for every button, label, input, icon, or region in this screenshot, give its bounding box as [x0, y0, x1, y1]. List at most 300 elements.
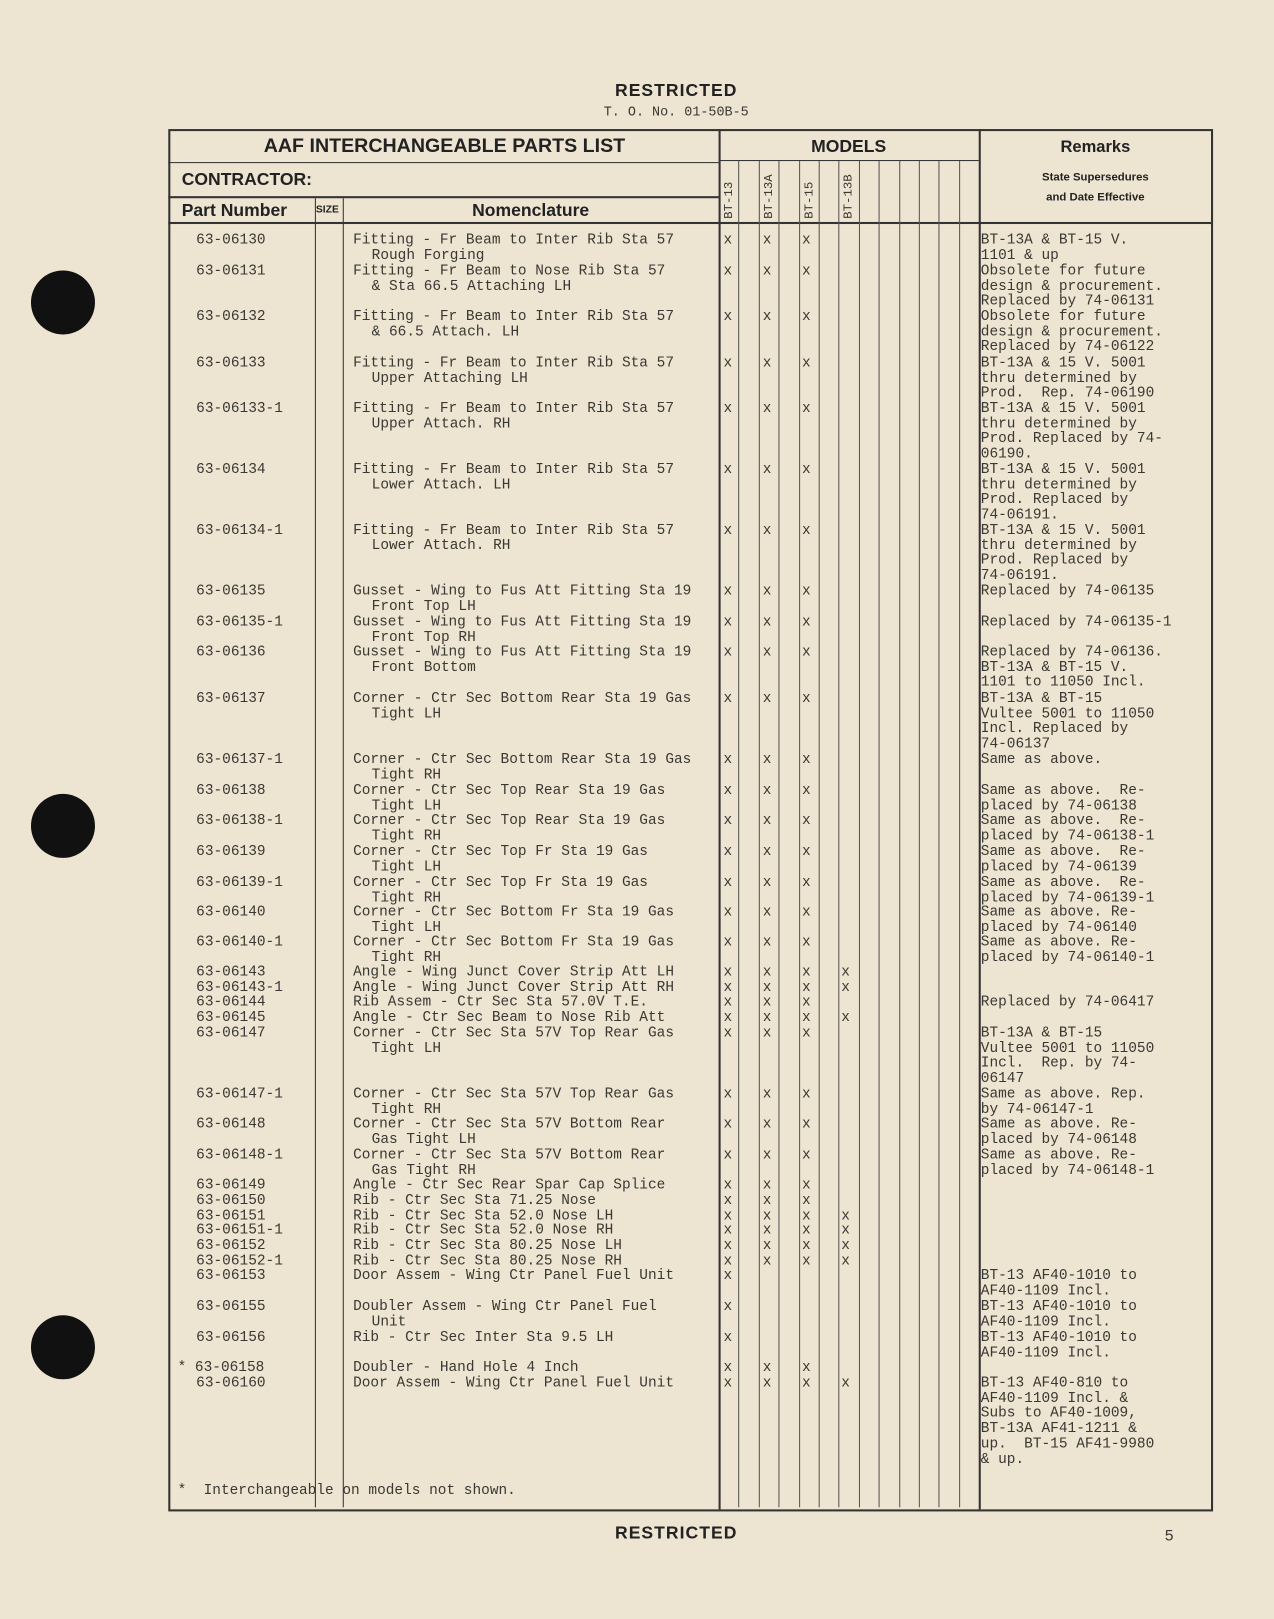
part-number: 63-06139 [196, 843, 266, 860]
model-mark: x [801, 1192, 811, 1209]
model-mark: x [723, 1146, 733, 1164]
model-mark: x [762, 782, 772, 800]
model-mark: x [723, 1237, 733, 1255]
remarks-line: Replaced by 74-06135-1 [980, 614, 1172, 631]
part-number: 63-06134-1 [196, 522, 283, 539]
nomenclature-line: Corner - Ctr Sec Top Fr Sta 19 Gas [353, 843, 648, 860]
nomenclature-line: Fitting - Fr Beam to Inter Rib Sta 57 [353, 355, 675, 372]
nomenclature-line: Fitting - Fr Beam to Inter Rib Sta 57 [353, 522, 675, 539]
model-mark: x [723, 232, 733, 249]
model-mark: x [762, 232, 772, 249]
remarks [981, 1269, 1137, 1299]
contractor-label: CONTRACTOR: [181, 169, 313, 189]
model-mark: x [801, 263, 811, 280]
restricted-header: RESTRICTED [614, 80, 738, 101]
remarks-line: Vultee 5001 to 11050 [980, 1040, 1155, 1057]
remarks-line: thru determined by [980, 537, 1137, 555]
nomenclature [353, 784, 665, 814]
part-number: 63-06156 [196, 1329, 266, 1347]
nomenclature-line: Tight LH [371, 705, 442, 723]
nomenclature [353, 753, 691, 783]
remarks [981, 1300, 1137, 1330]
model-mark: x [841, 1375, 850, 1392]
remarks [981, 905, 1137, 935]
nomenclature-line: Doubler - Hand Hole 4 Inch [353, 1359, 579, 1377]
model-mark: x [762, 1375, 772, 1392]
nomenclature-line: Tight RH [371, 949, 442, 967]
nomenclature-line: Corner - Ctr Sec Sta 57V Bottom Rear [353, 1116, 666, 1133]
model-column-divider [779, 161, 780, 1507]
punch-hole [31, 270, 95, 334]
remarks-line: 06190. [980, 446, 1033, 463]
nomenclature [353, 584, 691, 614]
remarks-line: BT-13 AF40-1010 to [980, 1298, 1137, 1316]
nomenclature [353, 845, 648, 875]
nomenclature-line: Upper Attach. RH [371, 415, 511, 433]
remarks-line: AF40-1109 Incl. [980, 1313, 1111, 1331]
nomenclature [353, 1376, 674, 1391]
part-number: 63-06151 [196, 1207, 266, 1225]
remarks-line: Same as above. Re- [980, 1116, 1137, 1133]
model-mark: x [723, 644, 733, 661]
remarks [981, 814, 1154, 844]
model-mark: x [801, 400, 811, 418]
nomenclature-line: Corner - Ctr Sec Top Fr Sta 19 Gas [353, 874, 648, 891]
remarks-line: BT-13 AF40-1010 to [980, 1329, 1137, 1347]
model-header: BT-13A [761, 174, 777, 219]
model-mark: x [762, 614, 772, 631]
model-mark: x [801, 874, 811, 891]
nomenclature-line: Unit [371, 1313, 407, 1331]
remarks [981, 402, 1163, 463]
remarks [981, 995, 1154, 1010]
model-mark: x [841, 1222, 850, 1239]
part-number: * 63-06158 [177, 1359, 265, 1377]
remarks-line: Incl. Rep. by 74- [980, 1055, 1137, 1073]
model-mark: x [762, 1025, 772, 1042]
model-column-divider [919, 161, 920, 1507]
nomenclature-line: Front Bottom [371, 659, 476, 676]
nomenclature-line: Corner - Ctr Sec Bottom Rear Sta 19 Gas [353, 751, 692, 769]
nomenclature [353, 965, 674, 980]
remarks-line: design & procurement. [980, 278, 1163, 295]
remarks-line: & up. [980, 1451, 1025, 1468]
nomenclature-line: Corner - Ctr Sec Sta 57V Bottom Rear [353, 1146, 666, 1164]
part-number: 63-06140 [196, 904, 266, 921]
nomenclature [353, 875, 648, 905]
to-number: T. O. No. 01-50B-5 [603, 104, 749, 120]
model-mark: x [723, 1329, 733, 1347]
punch-hole [31, 794, 95, 858]
model-mark: x [801, 751, 811, 769]
model-mark: x [801, 994, 811, 1011]
remarks-line: 1101 to 11050 Incl. [980, 674, 1146, 692]
model-mark: x [762, 843, 772, 860]
nomenclature [353, 1087, 674, 1117]
remarks [981, 1117, 1137, 1147]
nomenclature-line: Tight LH [371, 1040, 442, 1057]
part-number: 63-06139-1 [196, 874, 283, 891]
remarks [981, 875, 1154, 905]
model-mark: x [801, 1176, 811, 1194]
model-mark: x [762, 1116, 772, 1133]
model-mark: x [723, 1116, 733, 1133]
remarks-line: Vultee 5001 to 11050 [980, 705, 1155, 723]
remarks-line: Replaced by 74-06136. [980, 644, 1163, 661]
model-mark: x [723, 583, 733, 600]
part-number: 63-06143 [196, 964, 266, 981]
remarks-line: AF40-1109 Incl. & [980, 1390, 1129, 1407]
remarks [981, 264, 1163, 310]
model-mark: x [762, 583, 772, 600]
nomenclature-line: Corner - Ctr Sec Sta 57V Top Rear Gas [353, 1086, 675, 1103]
remarks-line: AF40-1109 Incl. [980, 1282, 1111, 1300]
model-mark: x [723, 1009, 733, 1027]
remarks-line: 1101 & up [980, 247, 1059, 264]
nomenclature-line: Doubler Assem - Wing Ctr Panel Fuel [353, 1298, 657, 1316]
model-header: BT-13 [721, 181, 737, 219]
model-mark: x [723, 1267, 733, 1285]
nomenclature [353, 645, 691, 675]
part-number: 63-06148-1 [196, 1146, 283, 1164]
model-mark: x [762, 904, 772, 921]
remarks-line: Incl. Replaced by [980, 721, 1129, 738]
remarks [981, 1376, 1154, 1467]
model-column-divider [819, 161, 820, 1507]
remarks-line: Same as above. Re- [980, 874, 1146, 891]
nomenclature-line: Corner - Ctr Sec Top Rear Sta 19 Gas [353, 812, 666, 830]
remarks-line: BT-13A & 15 V. 5001 [980, 355, 1146, 372]
model-mark: x [762, 1086, 772, 1103]
part-number: 63-06137-1 [196, 751, 283, 769]
nomenclature [353, 356, 674, 386]
nomenclature [353, 402, 674, 432]
model-mark: x [723, 1025, 733, 1042]
nomenclature [353, 1223, 613, 1238]
nomenclature [353, 310, 674, 340]
col-size: SIZE [315, 204, 339, 216]
nomenclature-line: Tight LH [371, 797, 442, 815]
remarks-line: Same as above. [980, 751, 1103, 769]
remarks-line: placed by 74-06138 [980, 797, 1137, 815]
nomenclature-line: Rib - Ctr Sec Inter Sta 9.5 LH [353, 1329, 614, 1347]
nomenclature [353, 1269, 674, 1284]
model-mark: x [723, 1207, 733, 1225]
remarks-line: placed by 74-06139-1 [980, 889, 1155, 907]
model-mark: x [723, 263, 733, 280]
remarks-line: Replaced by 74-06135 [980, 583, 1155, 600]
remarks-line: Prod. Rep. 74-06190 [980, 385, 1155, 403]
model-mark: x [801, 355, 811, 372]
model-mark: x [723, 1192, 733, 1209]
nomenclature-line: Rib - Ctr Sec Sta 52.0 Nose LH [353, 1207, 614, 1225]
remarks [981, 523, 1146, 584]
remarks-line: BT-13A & BT-15 [980, 690, 1103, 708]
part-number: 63-06138-1 [196, 812, 283, 830]
remarks-line: Replaced by 74-06122 [980, 339, 1155, 356]
model-mark: x [723, 979, 733, 997]
nomenclature [353, 814, 665, 844]
model-column-divider [839, 161, 840, 1507]
remarks [981, 615, 1172, 630]
remarks [981, 935, 1154, 965]
model-mark: x [801, 934, 811, 951]
part-number: 63-06152 [196, 1237, 266, 1255]
model-mark: x [762, 308, 772, 326]
model-mark: x [801, 782, 811, 800]
model-mark: x [801, 843, 811, 860]
model-mark: x [801, 1009, 811, 1027]
nomenclature-line: Fitting - Fr Beam to Inter Rib Sta 57 [353, 400, 675, 418]
remarks-line: BT-13A & BT-15 V. [980, 659, 1129, 676]
nomenclature [353, 1331, 613, 1346]
remarks-line: BT-13 AF40-810 to [980, 1375, 1129, 1392]
nomenclature [353, 463, 674, 493]
nomenclature [353, 692, 691, 722]
nomenclature-line: Corner - Ctr Sec Bottom Rear Sta 19 Gas [353, 690, 692, 708]
remarks-line: thru determined by [980, 415, 1137, 433]
part-number: 63-06137 [196, 690, 266, 708]
remarks-line: placed by 74-06138-1 [980, 827, 1155, 845]
nomenclature-line: Front Top LH [371, 598, 476, 616]
model-mark: x [723, 400, 733, 418]
part-number: 63-06130 [196, 232, 266, 249]
remarks-line: placed by 74-06140-1 [980, 949, 1155, 967]
model-column-divider [879, 161, 880, 1507]
model-mark: x [723, 782, 733, 800]
remarks-line: BT-13A & 15 V. 5001 [980, 400, 1146, 418]
model-mark: x [801, 308, 811, 326]
model-mark: x [801, 232, 811, 249]
col-nomenclature: Nomenclature [472, 200, 590, 220]
nomenclature-line: Front Top RH [371, 629, 476, 646]
nomenclature-line: Rib - Ctr Sec Sta 80.25 Nose RH [353, 1253, 622, 1270]
nomenclature-line: Tight RH [371, 766, 442, 784]
model-column-divider [939, 161, 940, 1507]
model-mark: x [723, 904, 733, 921]
part-number: 63-06144 [196, 994, 266, 1011]
remarks [981, 584, 1154, 599]
model-mark: x [801, 964, 811, 981]
restricted-footer: RESTRICTED [614, 1522, 738, 1543]
model-mark: x [762, 812, 772, 830]
remarks-line: Prod. Replaced by [980, 491, 1129, 509]
model-mark: x [762, 644, 772, 661]
model-mark: x [723, 614, 733, 631]
remarks [981, 356, 1154, 402]
nomenclature [353, 1117, 665, 1147]
remarks-line: 06147 [980, 1070, 1025, 1088]
model-mark: x [762, 1009, 772, 1027]
remarks [981, 1087, 1146, 1117]
model-mark: x [723, 461, 733, 479]
nomenclature-line: Gas Tight RH [371, 1162, 476, 1179]
remarks [981, 692, 1154, 753]
remarks [981, 645, 1163, 691]
nomenclature [353, 1300, 657, 1330]
model-column-divider [899, 161, 900, 1507]
model-header: BT-15 [801, 181, 817, 219]
model-column-divider [759, 161, 760, 1507]
nomenclature-line: & Sta 66.5 Attaching LH [371, 278, 572, 295]
model-column-divider [959, 161, 960, 1507]
remarks-line: BT-13A & BT-15 V. [980, 232, 1129, 249]
model-mark: x [801, 979, 811, 997]
part-number: 63-06150 [196, 1192, 266, 1209]
nomenclature [353, 905, 674, 935]
model-column-divider [859, 161, 860, 1507]
remarks-line: 74-06137 [980, 736, 1051, 753]
part-number: 63-06131 [196, 263, 266, 280]
model-mark: x [801, 1146, 811, 1164]
model-mark: x [801, 461, 811, 479]
remarks-line: Same as above. Re- [980, 904, 1137, 921]
model-mark: x [841, 1253, 850, 1270]
model-mark: x [801, 812, 811, 830]
part-number: 63-06143-1 [196, 979, 283, 997]
model-mark: x [762, 874, 772, 891]
model-mark: x [762, 690, 772, 708]
model-mark: x [762, 751, 772, 769]
model-mark: x [762, 522, 772, 539]
model-mark: x [841, 1207, 850, 1225]
remarks-line: BT-13A & 15 V. 5001 [980, 461, 1146, 479]
model-mark: x [723, 1086, 733, 1103]
page-number: 5 [1164, 1527, 1174, 1546]
nomenclature-line: Corner - Ctr Sec Bottom Fr Sta 19 Gas [353, 934, 675, 951]
part-number: 63-06151-1 [196, 1222, 283, 1239]
nomenclature [353, 1193, 596, 1208]
model-mark: x [801, 1222, 811, 1239]
remarks-line: Same as above. Rep. [980, 1086, 1146, 1103]
models-label: MODELS [811, 136, 887, 156]
model-mark: x [801, 1237, 811, 1255]
nomenclature-line: Rib - Ctr Sec Sta 71.25 Nose [353, 1192, 596, 1209]
nomenclature-line: Angle - Wing Junct Cover Strip Att RH [353, 979, 675, 997]
model-mark: x [762, 400, 772, 418]
remarks-line: Obsolete for future [980, 263, 1146, 280]
remarks-line: BT-13 AF40-1010 to [980, 1267, 1137, 1285]
remarks-line: by 74-06147-1 [980, 1101, 1094, 1118]
model-mark: x [762, 1146, 772, 1164]
model-mark: x [723, 934, 733, 951]
remarks-line: Prod. Replaced by [980, 552, 1129, 570]
nomenclature-line: Lower Attach. LH [371, 476, 511, 494]
remarks-line: AF40-1109 Incl. [980, 1344, 1111, 1362]
model-mark: x [801, 522, 811, 539]
model-mark: x [723, 690, 733, 708]
remarks-line: BT-13A & BT-15 [980, 1025, 1103, 1042]
remarks [981, 1148, 1154, 1178]
remarks [981, 753, 1102, 768]
nomenclature-line: Gusset - Wing to Fus Att Fitting Sta 19 [353, 583, 692, 600]
nomenclature-line: Upper Attaching LH [371, 370, 528, 387]
remarks [981, 310, 1163, 356]
model-mark: x [723, 522, 733, 539]
nomenclature-line: Rib Assem - Ctr Sec Sta 57.0V T.E. [353, 994, 648, 1011]
model-mark: x [723, 751, 733, 769]
nomenclature-line: Fitting - Fr Beam to Inter Rib Sta 57 [353, 232, 675, 249]
model-mark: x [723, 964, 733, 981]
table-title: AAF INTERCHANGEABLE PARTS LIST [263, 135, 626, 157]
remarks-line: thru determined by [980, 370, 1137, 387]
nomenclature [353, 264, 665, 294]
nomenclature-line: Rough Forging [371, 247, 485, 264]
remarks [981, 845, 1146, 875]
part-number: 63-06140-1 [196, 934, 283, 951]
nomenclature-line: Angle - Ctr Sec Beam to Nose Rib Att [353, 1009, 666, 1027]
model-mark: x [801, 1359, 811, 1377]
part-number: 63-06145 [196, 1009, 266, 1027]
col-part-number: Part Number [181, 200, 288, 220]
remarks-sub1: State Supersedures [1042, 171, 1149, 184]
model-mark: x [841, 1009, 850, 1027]
remarks-label: Remarks [1060, 138, 1131, 156]
remarks [981, 1331, 1137, 1361]
model-mark: x [801, 614, 811, 631]
model-mark: x [762, 461, 772, 479]
model-mark: x [801, 1116, 811, 1133]
model-mark: x [723, 1253, 733, 1270]
nomenclature-line: Corner - Ctr Sec Bottom Fr Sta 19 Gas [353, 904, 675, 921]
model-mark: x [723, 1375, 733, 1392]
model-mark: x [723, 1298, 733, 1316]
nomenclature-line: Lower Attach. RH [371, 537, 511, 555]
remarks-line: Prod. Replaced by 74- [980, 430, 1163, 448]
nomenclature-line: Angle - Ctr Sec Rear Spar Cap Splice [353, 1176, 666, 1194]
nomenclature-line: Gusset - Wing to Fus Att Fitting Sta 19 [353, 614, 692, 631]
model-mark: x [762, 994, 772, 1011]
model-mark: x [723, 308, 733, 326]
remarks-line: placed by 74-06148 [980, 1131, 1137, 1148]
remarks-line: BT-13A & 15 V. 5001 [980, 522, 1146, 539]
remarks-line: BT-13A AF41-1211 & [980, 1420, 1137, 1438]
remarks-line: Same as above. Re- [980, 934, 1137, 951]
part-number: 63-06155 [196, 1298, 266, 1316]
nomenclature [353, 995, 648, 1010]
nomenclature-line: Tight RH [371, 827, 442, 845]
model-mark: x [801, 1375, 811, 1392]
part-number: 63-06153 [196, 1267, 266, 1285]
footnote: * Interchangeable on models not shown. [177, 1482, 516, 1500]
nomenclature-line: Rib - Ctr Sec Sta 80.25 Nose LH [353, 1237, 622, 1255]
remarks-line: thru determined by [980, 476, 1137, 494]
nomenclature-line: Corner - Ctr Sec Top Rear Sta 19 Gas [353, 782, 666, 800]
nomenclature-line: Angle - Wing Junct Cover Strip Att LH [353, 964, 675, 981]
remarks-line: Obsolete for future [980, 308, 1146, 326]
part-number: 63-06135-1 [196, 614, 283, 631]
nomenclature-line: & 66.5 Attach. LH [371, 323, 520, 341]
model-mark: x [723, 355, 733, 372]
model-mark: x [762, 1192, 772, 1209]
model-header: BT-13B [841, 174, 857, 219]
remarks-line: Same as above. Re- [980, 812, 1146, 830]
remarks-sub2: and Date Effective [1046, 190, 1145, 204]
model-mark: x [762, 964, 772, 981]
part-number: 63-06147 [196, 1025, 266, 1042]
part-number: 63-06135 [196, 583, 266, 600]
nomenclature [353, 615, 691, 645]
model-mark: x [801, 1025, 811, 1042]
nomenclature [353, 233, 674, 263]
part-number: 63-06134 [196, 461, 266, 479]
nomenclature [353, 1361, 579, 1376]
model-mark: x [801, 690, 811, 708]
nomenclature-line: Gas Tight LH [371, 1131, 476, 1148]
remarks-line: Subs to AF40-1009, [980, 1405, 1137, 1423]
remarks-line: Same as above. Re- [980, 782, 1146, 800]
part-number: 63-06152-1 [196, 1253, 283, 1270]
